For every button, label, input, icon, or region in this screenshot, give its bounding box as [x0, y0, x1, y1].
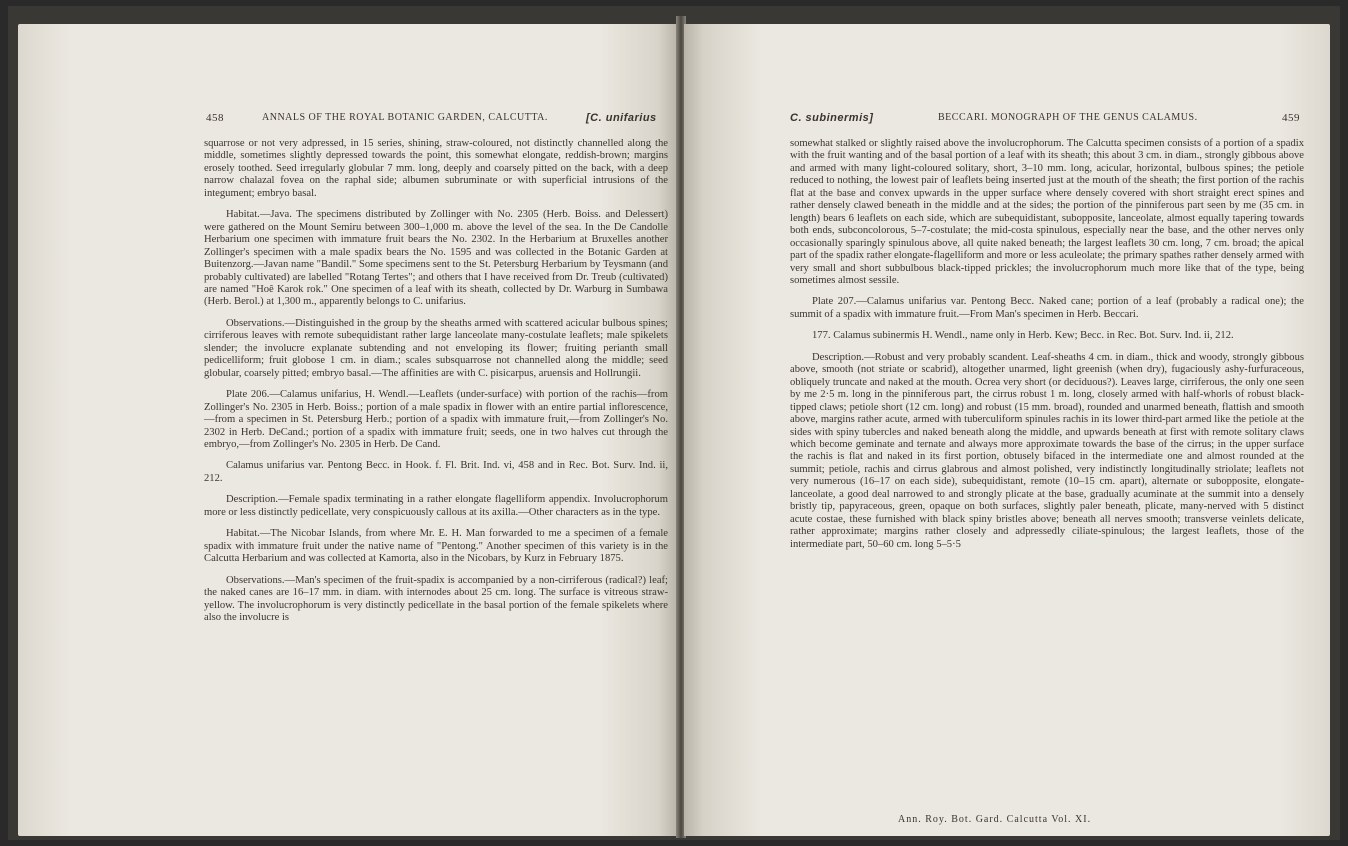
left-para-4: Plate 206.—Calamus unifarius, H. Wendl.—Leaflets (under-surface) with portion of the rachis—from Zollinger's No. 2305 in Herb. Boiss.; portion of a male spadix in flower with an entire partial inflorescence,—from a specimen in St. Petersburg Herb.; portion of a spadix with immature fruit,—from Zollinger's No. 2302 in Herb. DeCand.; portion of a spadix with immature fruit; seeds, one in two halves cut through the embryo,—from Zollinger's No. 2305 in Herb. De Cand.: [204, 389, 668, 450]
right-running-title: BECCARI. MONOGRAPH OF THE GENUS CALAMUS.: [938, 112, 1198, 123]
book-spread: [8, 6, 1340, 840]
left-para-1: squarrose or not very adpressed, in 15 series, shining, straw-coloured, not distinctly channelled along the middle, sometimes slightly depressed towards the point, this somewhat elongate, reddish-brown; margins erosely toothed. Seed irregularly globular 7 mm. long, deeply and coarsely pitted on the back, with a deep narrow chalazal fovea on the raphal side; albumen subruminate or with superficial intrusions of the integument; embryo basal.: [204, 138, 668, 199]
left-page: [18, 24, 678, 836]
left-page-number: 458: [206, 112, 224, 124]
right-footer: Ann. Roy. Bot. Gard. Calcutta Vol. XI.: [898, 814, 1092, 825]
left-para-5: Calamus unifarius var. Pentong Becc. in Hook. f. Fl. Brit. Ind. vi, 458 and in Rec. Bot. Surv. Ind. ii, 212.: [204, 460, 668, 484]
right-para-4: Description.—Robust and very probably scandent. Leaf-sheaths 4 cm. in diam., thick and woody, strongly gibbous above, smooth (not striate or scabrid), altogether unarmed, light greenish (when dry), fugaciously ashy-furfuraceous, obliquely truncate and naked at the mouth. Ocrea very short (or deciduous?). Leaves large, cirriferous, the only one seen by me 2·5 m. long in the pinniferous part, the cirrus robust 1 m. long, closely armed with half-whorls of robust black-tipped claws; petiole short (12 cm. long) and robust (15 mm. broad), rounded and unarmed beneath, flattish and smooth above, margins rather acute, armed with tuberculiform spinules rachis in its lower third-part armed like the petiole at the sides with spiny tubercles and naked beneath along the middle, and upwards beneath at first with remote solitary claws which become geminate and ternate and always more approximate towards the base of the cirrus; in the upper surface the rachis is flat and naked in its first portion, obtusely bifaced in the intermediate one and almost rounded at the summit; petiole, rachis and cirrus glabrous and almost polished, very indistinctly longitudinally striolate; leaflets not very numerous (16–17 on each side), subequidistant, remote (10–15 cm. apart), alternate or subopposite, elongate-lanceolate, a good deal narrowed to and strongly plicate at the base, gradually acuminate at the summit into a densely bristly tip, papyraceous, green, opaque on both surfaces, slightly paler beneath, plicate, many-nerved with 5 distinct acute costae, these furnished with black spiny bristles above; beneath all nerves smooth; transverse veinlets delicate, rather approximate; margins rather closely and adpressedly ciliate-spinulous; the largest leaflets, those of the intermediate part, 50–60 cm. long 5–5·5: [790, 351, 1304, 550]
left-para-7: Habitat.—The Nicobar Islands, from where Mr. E. H. Man forwarded to me a specimen of a female spadix with immature fruit under the native name of "Pentong." Another specimen of this variety is in the Calcutta Herbarium and was collected at Kamorta, also in the Nicobars, by Kurz in February 1875.: [204, 528, 668, 565]
left-para-8: Observations.—Man's specimen of the fruit-spadix is accompanied by a non-cirriferous (radical?) leaf; the naked canes are 16–17 mm. in diam. with internodes about 25 cm. long. The surface is vitreous straw-yellow. The involucrophorum is very distinctly pedicellate in the basal portion of the female spikelets where also the involucre is: [204, 574, 668, 623]
left-section-tag: [C. unifarius: [586, 112, 657, 124]
right-body-text: [790, 138, 1304, 553]
right-para-1: somewhat stalked or slightly raised above the involucrophorum. The Calcutta specimen consists of a portion of a spadix with the fruit wanting and of the basal portion of a leaf with its sheath; this about 3 cm. in diam., strongly gibbous above and armed with many light-coloured solitary, short, 3–10 mm. long, acicular, horizontal, bulbous spines; the petiole reduced to nothing, the lowest pair of leaflets being inserted just at the mouth of the sheath; the first portion of the rachis flat at the base and convex upwards in the upper surface where densely covered with short straight erect spines and rather densely clawed beneath in the middle and at the sides; the portion of the pinniferous part seen by me (35 cm. in length) bears 6 leaflets on each side, which are subequidistant, subopposite, lanceolate, almost equally tapering towards both ends, subconcolorous, 5–7-costulate; the mid-costa spinulous, especially near the base, and the other nerves only occasionally sparingly spinulous above, all quite naked beneath; the largest leaflets 30 cm. long, 7 cm. broad; the apical part of the spadix rather elongate-flagelliform and more or less aculeolate; the primary spathes rather densely armed with very small and short subbulbous black-tipped prickles; the involucrophorum much more like that of the type, being sometimes almost sessile.: [790, 138, 1304, 286]
left-running-title: ANNALS OF THE ROYAL BOTANIC GARDEN, CALCUTTA.: [262, 112, 548, 123]
left-para-3: Observations.—Distinguished in the group by the sheaths armed with scattered acicular bulbous spines; cirriferous leaves with remote subequidistant rather large lanceolate many-costulate leaflets; male spikelets slender; the involucre explanate subtending and not enveloping its flower; fruiting perianth small pedicelliform; fruit globose 1 cm. in diam.; scales subsquarrose not channelled along the middle; seed globular, coarsely pitted; embryo basal.—The affinities are with C. pisicarpus, aruensis and Hollrungii.: [204, 317, 668, 379]
left-para-2: Habitat.—Java. The specimens distributed by Zollinger with No. 2305 (Herb. Boiss. and Delessert) were gathered on the Mount Semiru between 300–1,000 m. above the level of the sea. In the De Candolle Herbarium one specimen with immature fruit bears the No. 2302. In the Herbarium at Bruxelles another Zollinger's specimen with a male spadix bears the No. 1595 and was collected in the Botanic Garden at Buitenzorg.—Javan name "Bandil." Some specimens sent to the St. Petersburg Herbarium by Teysmann (and probably cultivated) are labelled "Rotang Tertes"; and others that I have received from Dr. Treub (cultivated) are named "Hoê Karok rok." One specimen of a leaf with its sheath, collected by Dr. Warburg in Sumbawa (Herb. Berol.) at 1,300 m., apparently belongs to C. unifarius.: [204, 209, 668, 308]
right-page: [684, 24, 1330, 836]
right-page-number: 459: [1282, 112, 1300, 124]
left-body-text: [204, 138, 668, 626]
right-para-2: Plate 207.—Calamus unifarius var. Pentong Becc. Naked cane; portion of a leaf (probably a radical one); the summit of a spadix with immature fruit.—From Man's specimen in Herb. Beccari.: [790, 296, 1304, 320]
right-para-3: 177. Calamus subinermis H. Wendl., name only in Herb. Kew; Becc. in Rec. Bot. Surv. Ind. ii, 212.: [812, 330, 1234, 342]
right-section-tag: C. subinermis]: [790, 112, 874, 124]
left-para-6: Description.—Female spadix terminating in a rather elongate flagelliform appendix. Involucrophorum more or less distinctly pedicellate, very conspicuously callous at its axilla.—Other characters as in the type.: [204, 494, 668, 518]
